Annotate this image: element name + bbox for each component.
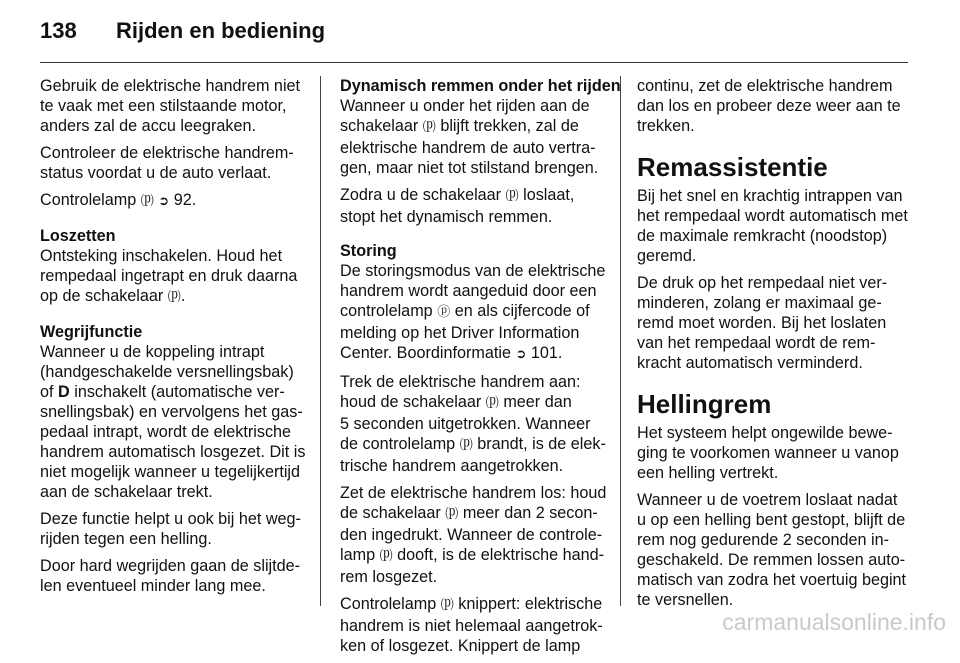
paragraph-handrem-gebruik: Gebruik de elektrische handrem niet te vaak met een stilstaande motor, anders zal de accu leegraken. [40,77,301,135]
service-indicator-icon: ⓟ [437,305,451,320]
park-brake-warning-icon: ⒫ [167,290,181,305]
heading-remassistentie: Remassistentie [637,152,828,182]
park-brake-warning-icon: ⒫ [505,189,519,204]
paragraph-wegrijfunctie: Wanneer u de koppeling intrapt (handgeschakelde versnellingsbak) of D inschakelt (automatische ver- snellingsbak) en vervolgens het gas- pedaal intrapt, wordt de elektrische handrem automatisch losgezet. Dit is niet mogelijk wanneer u tegelijkertijd aan de schakelaar trekt. [40,343,306,501]
page-reference-arrow-icon: ➲ [158,194,170,209]
column-3 [637,76,909,617]
park-brake-warning-icon: ⒫ [422,120,436,135]
park-brake-warning-icon: ⒫ [379,549,393,564]
park-brake-warning-icon: ⒫ [485,396,499,411]
park-brake-warning-icon: ⒫ [440,598,454,613]
paragraph-loszetten: Ontsteking inschakelen. Houd het rempedaal ingetrapt en druk daarna op de schakelaar ⒫. [40,247,298,305]
paragraph-hellingrem-1: Het systeem helpt ongewilde bewe- ging te voorkomen wanneer u vanop een helling vertrekt. [637,424,899,482]
page-number: 138 [40,18,77,43]
subheading-loszetten: Loszetten [40,227,116,245]
paragraph-helling: Deze functie helpt u ook bij het weg- rijden tegen een helling. [40,510,301,548]
paragraph-storing: De storingsmodus van de elektrische handrem wordt aangeduid door een controlelamp ⓟ en als cijfercode of melding op het Driver Information Center. Boordinformatie ➲ 101. [340,262,606,362]
page-reference-arrow-icon: ➲ [515,347,527,362]
park-brake-warning-icon: ⒫ [140,194,154,209]
heading-hellingrem: Hellingrem [637,389,772,419]
park-brake-warning-icon: ⒫ [445,507,459,522]
paragraph-aantrekken: Trek de elektrische handrem aan: houd de schakelaar ⒫ meer dan 5 seconden uitgetrokken. Wanneer de controlelamp ⒫ brandt, is de elek- trische handrem aangetrokken. [340,373,606,475]
column-divider-1 [320,76,321,606]
header-rule [40,62,908,63]
column-1 [40,76,312,603]
paragraph-remassistentie-1: Bij het snel en krachtig intrappen van het rempedaal wordt automatisch met de maximale remkracht (noodstop) geremd. [637,187,908,265]
column-divider-2 [620,76,621,606]
subheading-wegrijfunctie: Wegrijfunctie [40,323,143,341]
paragraph-remassistentie-2: De druk op het rempedaal niet ver- minderen, zolang er maximaal ge- remd moet worden. Bij het loslaten van het rempedaal wordt de rem- kracht automatisch verminderd. [637,274,888,372]
subheading-storing: Storing [340,242,397,260]
park-brake-warning-icon: ⒫ [459,438,473,453]
paragraph-continu: continu, zet de elektrische handrem dan los en probeer deze weer aan te trekken. [637,77,901,135]
column-2 [340,76,621,663]
paragraph-dynamisch-remmen: Wanneer u onder het rijden aan de schakelaar ⒫ blijft trekken, zal de elektrische handrem de auto vertra- gen, maar niet tot stilstand brengen. [340,97,599,177]
paragraph-knipperen: Controlelamp ⒫ knippert: elektrische handrem is niet helemaal aangetrok- ken of losgezet. Knippert de lamp [340,595,603,655]
paragraph-hellingrem-2: Wanneer u de voetrem loslaat nadat u op een helling bent gestopt, blijft de rem nog gedurende 2 seconden in- geschakeld. De remmen lossen auto- matisch van zodra het voertuig begint te versnellen. [637,491,907,609]
subheading-dynamisch-remmen: Dynamisch remmen onder het rijden [340,77,621,95]
page-title: Rijden en bediening [116,18,326,43]
paragraph-controleer: Controleer de elektrische handrem- status voordat u de auto verlaat. [40,144,294,182]
paragraph-losmaken: Zet de elektrische handrem los: houd de schakelaar ⒫ meer dan 2 secon- den ingedrukt. Wanneer de controle- lamp ⒫ dooft, is de elektrische hand- rem losgezet. [340,484,607,586]
paragraph-slijtage: Door hard wegrijden gaan de slijtde- len eventueel minder lang mee. [40,557,301,595]
watermark: carmanualsonline.info [722,609,946,635]
paragraph-controlelamp-ref: Controlelamp ⒫ ➲ 92. [40,191,197,209]
paragraph-loslaten: Zodra u de schakelaar ⒫ loslaat, stopt het dynamisch remmen. [340,186,575,226]
page-header [40,18,325,44]
